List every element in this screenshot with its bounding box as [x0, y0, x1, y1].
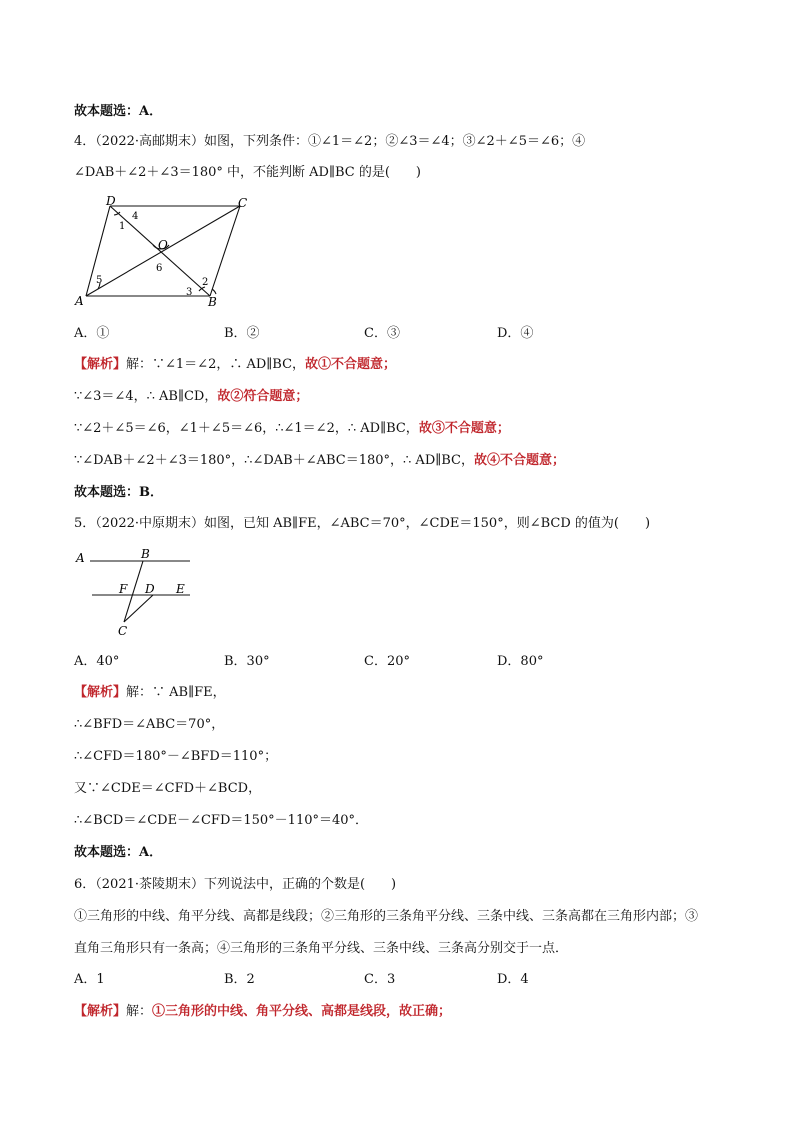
point-F-label: F — [119, 582, 128, 596]
q5-option-b: B．30° — [224, 654, 270, 669]
solution-conclusion: 故①不合题意； — [305, 357, 397, 372]
q5-option-a: A．40° — [74, 654, 120, 669]
angle-1-label: 1 — [119, 221, 126, 232]
angle-2-label: 2 — [202, 277, 209, 288]
solution-label: 【解析】 — [74, 685, 127, 700]
q5-solution-line2: ∴∠BFD＝∠ABC＝70°， — [74, 717, 225, 732]
q4-option-d: D．④ — [497, 326, 534, 341]
q4-solution-line3 — [74, 420, 510, 438]
q4-solution-line4 — [74, 452, 565, 470]
q5-solution-line1 — [74, 684, 226, 702]
q5-option-c: C．20° — [364, 654, 410, 669]
q6-option-d: D．4 — [497, 972, 529, 987]
point-A-label: A — [76, 551, 85, 565]
solution-text: 解：∵ AB∥FE， — [126, 685, 226, 700]
solution-conclusion: 故②符合题意； — [217, 389, 309, 404]
q3-answer: 故本题选：A． — [74, 104, 163, 119]
angle-5-label: 5 — [96, 275, 103, 286]
q6-stem: 6．（2021·茶陵期末）下列说法中，正确的个数是( ) — [74, 877, 397, 892]
solution-label: 【解析】 — [74, 357, 127, 372]
point-D-label: D — [145, 582, 155, 596]
solution-text: ∵∠3＝∠4，∴ AB∥CD， — [74, 389, 218, 404]
q4-figure-parallelogram — [70, 195, 255, 313]
q4-stem-line1: 4．（2022·高邮期末）如图，下列条件：①∠1＝∠2；②∠3＝∠4；③∠2＋∠5＝∠6；④ — [74, 134, 586, 149]
solution-text: ∵∠2＋∠5＝∠6，∠1＋∠5＝∠6，∴∠1＝∠2，∴ AD∥BC， — [74, 421, 419, 436]
q6-statements-line2: 直角三角形只有一条高；④三角形的三条角平分线、三条中线、三条高分别交于一点． — [74, 941, 569, 956]
q4-solution-line2 — [74, 388, 308, 406]
point-O-label: O — [158, 238, 168, 252]
q5-option-d: D．80° — [497, 654, 544, 669]
point-E-label: E — [176, 582, 185, 596]
q6-statements-line1: ①三角形的中线、角平分线、高都是线段；②三角形的三条角平分线、三条中线、三条高都在三角形内部；③ — [74, 909, 699, 924]
q5-answer: 故本题选：A． — [74, 845, 163, 860]
q6-solution-line1 — [74, 1003, 451, 1021]
q5-solution-line4: 又∵∠CDE＝∠CFD＋∠BCD， — [74, 781, 262, 796]
q5-stem: 5．（2022·中原期末）如图，已知 AB∥FE，∠ABC＝70°，∠CDE＝150°，则∠BCD 的值为( ) — [74, 516, 651, 531]
solution-conclusion: ①三角形的中线、角平分线、高都是线段，故正确； — [152, 1004, 452, 1019]
q4-solution-line1 — [74, 356, 396, 374]
point-A-label: A — [75, 294, 84, 308]
q5-solution-line5: ∴∠BCD＝∠CDE－∠CFD＝150°－110°＝40°． — [74, 813, 369, 828]
q6-option-a: A．1 — [74, 972, 105, 987]
angle-3-label: 3 — [186, 287, 193, 298]
solution-conclusion: 故④不合题意； — [474, 453, 566, 468]
q6-option-b: B．2 — [224, 972, 255, 987]
solution-label: 【解析】 — [74, 1004, 127, 1019]
angle-4-label: 4 — [132, 211, 139, 222]
angle-6-label: 6 — [156, 263, 163, 274]
q6-option-c: C．3 — [364, 972, 396, 987]
point-B-label: B — [208, 295, 217, 309]
q4-option-a: A．① — [74, 326, 110, 341]
solution-text: ∵∠DAB＋∠2＋∠3＝180°，∴∠DAB＋∠ABC＝180°，∴ AD∥BC， — [74, 453, 474, 468]
q5-solution-line3: ∴∠CFD＝180°－∠BFD＝110°； — [74, 749, 278, 764]
point-D-label: D — [106, 195, 116, 208]
q4-answer: 故本题选：B． — [74, 485, 163, 500]
solution-text: 解：∵∠1＝∠2，∴ AD∥BC， — [126, 357, 306, 372]
q4-stem-line2: ∠DAB＋∠2＋∠3＝180° 中，不能判断 AD∥BC 的是( ) — [74, 165, 421, 180]
point-C-label: C — [238, 196, 248, 210]
point-B-label: B — [141, 547, 150, 561]
q4-option-b: B．② — [224, 326, 260, 341]
q5-figure — [70, 545, 200, 640]
solution-conclusion: 故③不合题意； — [418, 421, 510, 436]
point-C-label: C — [118, 624, 128, 638]
solution-text: 解： — [126, 1004, 153, 1019]
q4-option-c: C．③ — [364, 326, 400, 341]
